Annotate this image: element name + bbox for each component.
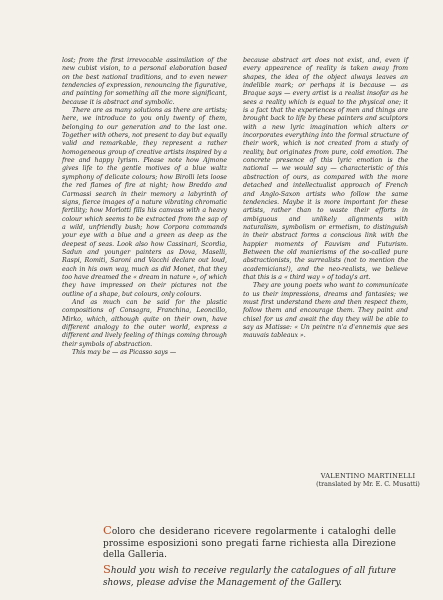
author-name: VALENTINO MARTINELLI <box>320 472 416 480</box>
english-catalogue-notice <box>103 564 396 589</box>
notice-text: oloro che desiderano ricevere regolarmente i cataloghi delle prossime esposizioni sono pregati farne richiesta alla Direzione della Galleria. <box>103 527 396 561</box>
article-right-column <box>243 57 408 341</box>
left-paragraph-1: lost; from the first irrevocable assimilation of the new cubist vision, to a personal elaboration based on the best national traditions, and to even newer tendencies of expression, renouncing the figurative, and painting for something all the more significant, because it is abstract and symbolic. <box>62 57 227 106</box>
italian-catalogue-notice <box>103 525 396 562</box>
right-paragraph-2: They are young poets who want to communicate to us their impressions, dreams and fantasies; we must first understand them and then respect them, follow them and encourage them. They paint and chisel for us and await the day they will be able to say as Matisse: « Un peintre n'a d'ennemis que ses mauvais tableaux ». <box>243 282 408 340</box>
notice-text: hould you wish to receive regularly the catalogues of all future shows, please advise the Management of the Gallery. <box>103 566 396 588</box>
article-left-column <box>62 57 227 357</box>
notice-initial: S <box>103 562 111 576</box>
right-paragraph-1: because abstract art does not exist, and, even if every appearence of reality is taken away from shapes, the idea of the object always leaves an indelible mark; or perhaps it is because — as Braque says — every artist is a realist insofar as he sees a reality which is equal to the physical one; it is a fact that the experiences of men and things are brought back to life by these painters and sculptors with a new lyric imagination which alters or incorporates everything into the formal structure of their work, which is not created from a study of reality, but originates from pure, cold emotion. The concrete presence of this lyric emotion is the national — we would say — characteristic of this abstraction of ours, as compared with the more detached and intellectualist approach of French and Anglo-Saxon artists who follow the same tendencies. Maybe it is more important for these artists, rather than to waste their efforts in ambiguous and unlikely alignments with naturalism, symbolism or ermetism, to distinguish in their abstract forms a conscious link with the happier moments of Fauvism and Futurism. Between the old manierisms of the so-called pure abstractionists, the surrealists (not to mention the academicians!), and the neo-realists, we believe that this is a « third way » of today's art. <box>243 57 408 281</box>
translator-credit: (translated by Mr. E. C. Musatti) <box>316 481 420 488</box>
left-paragraph-4: This may be — as Picasso says — <box>72 349 177 357</box>
left-paragraph-2: There are as many solutions as there are artists; here, we introduce to you only twenty of them, belonging to our generation and to the last one. Together with others, not present to day but equally valid and remarkable, they represent a rather homogeneous group of creative artists inspired by a free and happy lyrism. Please note how Ajmone gives life to the gentle motives of a blue waltz symphony of delicate colours; how Birolli lets loose the red flames of fire at night; how Breddo and Carmassi search in their memory a labyrinth of signs, fierce images of a nature vibrating chromatic fertility; how Morlotti fills his canvass with a heavy colour which seems to be extracted from the sap of a wild, unfriendly bush; how Corpora commands your eye with a blue and a green as deep as the deepest of seas. Look also how Cassinari, Scordia, Sadun and younger painters as Dova, Maselli, Raspi, Romiti, Saroni and Vacchi declare out loud, each in his own way, much as did Monet, that they too have dreamed the « dream in nature », of which they have impressed on their pictures not the outline of a shape, but colours, only colours. <box>62 107 227 298</box>
left-paragraph-3: And as much can be said for the plastic compositions of Consagra, Franchina, Leoncillo, Mirko, which, although quite on their own, have different analogy to the outer world, express a different and lively feeling of things coming through their symbols of abstraction. <box>62 298 227 348</box>
notice-initial: C <box>103 523 112 537</box>
